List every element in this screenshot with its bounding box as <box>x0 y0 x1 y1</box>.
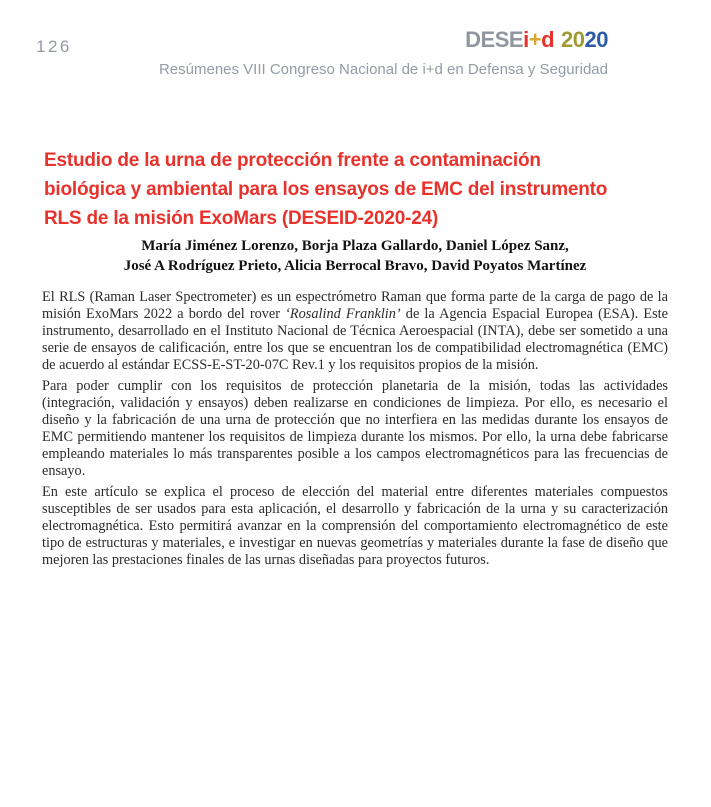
paragraph-1-text-after-italic: de la Agencia Espacial Europea (ESA). Este instrumento, desarrollado en el Instituto Nacional de Técnica Aeroespacial (INTA), debe ser sometido a una serie de ensayos de calificación, entre los que se encuentran los de compatibilidad electromagnética (EMC) de acuerdo al estándar ECSS-E-ST-20-07C Rev.1 y los requisitos propios de la misión. <box>42 306 668 373</box>
paragraph-1-text-before-italic: El RLS (Raman Laser Spectrometer) es un espectrómetro Raman que forma parte de la carga de pago de la misión ExoMars 2022 a bordo del rover <box>42 289 668 322</box>
logo-text-d: d <box>541 27 555 52</box>
logo-text-plus: + <box>528 27 542 52</box>
logo-text-dese: DESE <box>465 27 524 52</box>
logo-text-i: i <box>523 27 529 52</box>
deseid-2020-logo <box>159 27 608 53</box>
congress-subtitle: Resúmenes VIII Congreso Nacional de i+d en Defensa y Seguridad <box>158 61 608 78</box>
article-title <box>44 146 607 233</box>
abstract-paragraph-1 <box>42 289 668 374</box>
logo-year-first: 20 <box>561 27 585 52</box>
abstract-paragraph-2: Para poder cumplir con los requisitos de protección planetaria de la misión, todas las actividades (integración, validación y ensayos) deben realizarse en condiciones de limpieza. Por ello, es necesario el diseño y la fabricación de una urna de protección que no interfiera en las medidas durante los ensayos de EMC permitiendo mantener los requisitos de limpieza durante los mismos. Por ello, la urna debe fabricarse empleando materiales lo más transparentes posible a los campos electromagnéticos para las frecuencias de ensayo. <box>42 378 668 479</box>
title-line-2: biológica y ambiental para los ensayos de EMC del instrumento <box>44 179 608 200</box>
authors-list <box>42 237 668 276</box>
logo-year-second: 20 <box>584 27 608 52</box>
abstract-paragraph-3: En este artículo se explica el proceso de elección del material entre diferentes materiales compuestos susceptibles de ser usados para esta aplicación, el desarrollo y fabricación de la urna y su caracterización electromagnética. Esto permitirá avanzar en la comprensión del comportamiento electromagnético de este tipo de estructuras y materiales, e investigar en nuevas geometrías y materiales durante la fase de diseño que mejoren las prestaciones finales de las urnas diseñadas para proyectos futuros. <box>42 484 668 568</box>
title-line-1: Estudio de la urna de protección frente a contaminación <box>44 150 541 171</box>
abstract-body <box>42 289 668 573</box>
rover-name-italic: ‘Rosalind Franklin’ <box>285 306 401 322</box>
authors-line-2: José A Rodríguez Prieto, Alicia Berrocal Bravo, David Poyatos Martínez <box>123 257 587 274</box>
authors-line-1: María Jiménez Lorenzo, Borja Plaza Gallardo, Daniel López Sanz, <box>141 238 569 254</box>
title-line-3: RLS de la misión ExoMars (DESEID-2020-24) <box>44 208 439 229</box>
page-number: 126 <box>36 37 72 56</box>
page-header <box>159 27 608 79</box>
